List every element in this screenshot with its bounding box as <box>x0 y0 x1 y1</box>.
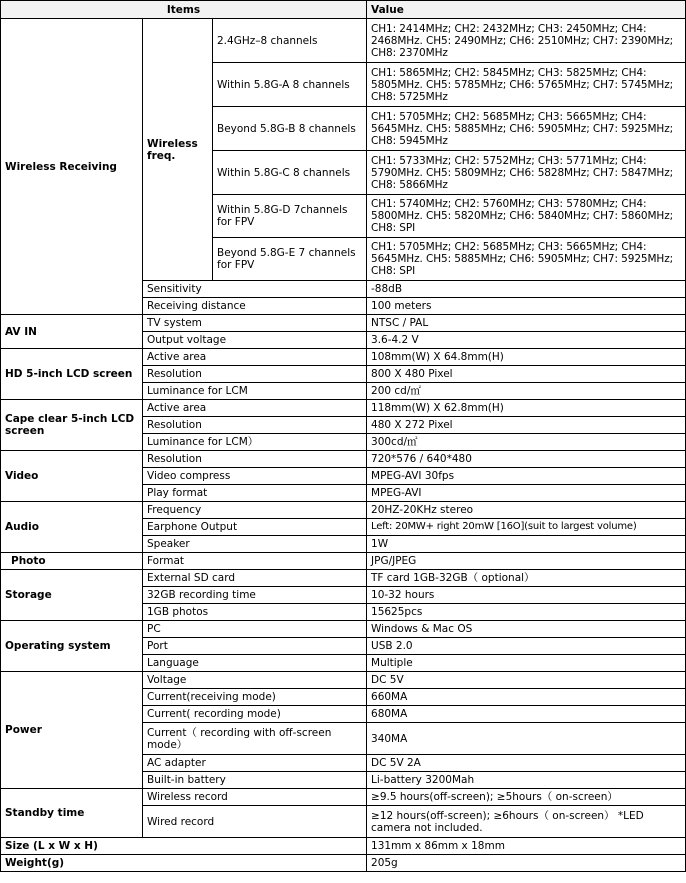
row-label: Play format <box>143 485 367 502</box>
row-value: ≥12 hours(off-screen); ≥6hours（ on-screen） *LED camera not included. <box>367 806 686 838</box>
table-row <box>1 789 686 806</box>
row-value: USB 2.0 <box>367 638 686 655</box>
band-name: 2.4GHz–8 channels <box>213 19 367 63</box>
wireless-freq-label: Wireless freq. <box>143 19 213 281</box>
category-audio: Audio <box>1 502 143 553</box>
band-value: CH1: 5705MHz; CH2: 5685MHz; CH3: 5665MHz; CH4: 5645MHz. CH5: 5885MHz; CH6: 5905MHz; CH7: 5925MHz; CH8: SPI <box>367 238 686 281</box>
category-hd-lcd: HD 5-inch LCD screen <box>1 349 143 400</box>
row-label: Voltage <box>143 672 367 689</box>
row-value: MPEG-AVI <box>367 485 686 502</box>
band-name: Within 5.8G-D 7channels for FPV <box>213 195 367 238</box>
category-storage: Storage <box>1 570 143 621</box>
row-label: Wired record <box>143 806 367 838</box>
row-value: JPG/JPEG <box>367 553 686 570</box>
row-value: MPEG-AVI 30fps <box>367 468 686 485</box>
sensitivity-label: Sensitivity <box>143 281 367 298</box>
row-label: Built-in battery <box>143 772 367 789</box>
row-label: Language <box>143 655 367 672</box>
row-value: 3.6-4.2 V <box>367 332 686 349</box>
row-label: Output voltage <box>143 332 367 349</box>
category-wireless-receiving: Wireless Receiving <box>1 19 143 315</box>
row-value: DC 5V <box>367 672 686 689</box>
row-value: Windows & Mac OS <box>367 621 686 638</box>
table-row <box>1 621 686 638</box>
table-row <box>1 553 686 570</box>
row-label: Current（ recording with off-screen mode） <box>143 723 367 755</box>
category-video: Video <box>1 451 143 502</box>
row-value: ≥9.5 hours(off-screen); ≥5hours（ on-screen） <box>367 789 686 806</box>
weight-label: Weight(g) <box>1 855 367 872</box>
band-value: CH1: 5705MHz; CH2: 5685MHz; CH3: 5665MHz; CH4: 5645MHz. CH5: 5885MHz; CH6: 5905MHz; CH7: 5925MHz; CH8: 5945MHz <box>367 107 686 151</box>
band-value: CH1: 5865MHz; CH2: 5845MHz; CH3: 5825MHz; CH4: 5805MHz. CH5: 5785MHz; CH6: 5765MHz; CH7: 5745MHz; CH8: 5725MHz <box>367 63 686 107</box>
row-label: 1GB photos <box>143 604 367 621</box>
header-row <box>1 1 686 19</box>
band-value: CH1: 5733MHz; CH2: 5752MHz; CH3: 5771MHz; CH4: 5790MHz. CH5: 5809MHz; CH6: 5828MHz; CH7: 5847MHz; CH8: 5866MHz <box>367 151 686 195</box>
row-label: Active area <box>143 349 367 366</box>
row-label: Resolution <box>143 417 367 434</box>
band-value: CH1: 2414MHz; CH2: 2432MHz; CH3: 2450MHz; CH4: 2468MHz. CH5: 2490MHz; CH6: 2510MHz; CH7: 2390MHz; CH8: 2370MHz <box>367 19 686 63</box>
band-value: CH1: 5740MHz; CH2: 5760MHz; CH3: 5780MHz; CH4: 5800MHz. CH5: 5820MHz; CH6: 5840MHz; CH7: 5860MHz; CH8: SPI <box>367 195 686 238</box>
row-value: TF card 1GB-32GB（ optional） <box>367 570 686 587</box>
row-value: Multiple <box>367 655 686 672</box>
row-label: AC adapter <box>143 755 367 772</box>
receiving-distance-value: 100 meters <box>367 298 686 315</box>
items-header: Items <box>1 1 367 19</box>
table-row <box>1 502 686 519</box>
category-av-in: AV IN <box>1 315 143 349</box>
row-value: 20HZ-20KHz stereo <box>367 502 686 519</box>
receiving-distance-label: Receiving distance <box>143 298 367 315</box>
table-row <box>1 315 686 332</box>
row-label: Resolution <box>143 366 367 383</box>
table-row <box>1 838 686 855</box>
row-label: Frequency <box>143 502 367 519</box>
row-label: Resolution <box>143 451 367 468</box>
category-operating-system: Operating system <box>1 621 143 672</box>
band-name: Beyond 5.8G-B 8 channels <box>213 107 367 151</box>
row-label: Luminance for LCM） <box>143 434 367 451</box>
row-value: NTSC / PAL <box>367 315 686 332</box>
category-photo: Photo <box>1 553 143 570</box>
row-value: 720*576 / 640*480 <box>367 451 686 468</box>
row-label: Current( recording mode) <box>143 706 367 723</box>
row-label: Format <box>143 553 367 570</box>
row-value: DC 5V 2A <box>367 755 686 772</box>
category-cape-lcd: Cape clear 5-inch LCD screen <box>1 400 143 451</box>
table-row <box>1 19 686 63</box>
row-value: 680MA <box>367 706 686 723</box>
row-label: Earphone Output <box>143 519 367 536</box>
row-label: 32GB recording time <box>143 587 367 604</box>
table-row <box>1 570 686 587</box>
row-value: 200 cd/㎡ <box>367 383 686 400</box>
row-value: 300cd/㎡ <box>367 434 686 451</box>
row-value: 10-32 hours <box>367 587 686 604</box>
row-value: 340MA <box>367 723 686 755</box>
row-label: Current(receiving mode) <box>143 689 367 706</box>
band-name: Beyond 5.8G-E 7 channels for FPV <box>213 238 367 281</box>
sensitivity-value: -88dB <box>367 281 686 298</box>
row-value: 480 X 272 Pixel <box>367 417 686 434</box>
row-value: 800 X 480 Pixel <box>367 366 686 383</box>
row-label: PC <box>143 621 367 638</box>
row-label: External SD card <box>143 570 367 587</box>
row-value: 118mm(W) X 62.8mm(H) <box>367 400 686 417</box>
row-value: Li-battery 3200Mah <box>367 772 686 789</box>
row-value: 1W <box>367 536 686 553</box>
row-label: Speaker <box>143 536 367 553</box>
table-row <box>1 451 686 468</box>
row-label: Port <box>143 638 367 655</box>
size-label: Size (L x W x H) <box>1 838 367 855</box>
row-label: Active area <box>143 400 367 417</box>
row-label: TV system <box>143 315 367 332</box>
value-header: Value <box>367 1 686 19</box>
band-name: Within 5.8G-A 8 channels <box>213 63 367 107</box>
row-label: Wireless record <box>143 789 367 806</box>
row-label: Video compress <box>143 468 367 485</box>
category-power: Power <box>1 672 143 789</box>
row-value: 108mm(W) X 64.8mm(H) <box>367 349 686 366</box>
table-row <box>1 349 686 366</box>
table-row <box>1 672 686 689</box>
table-row <box>1 400 686 417</box>
weight-value: 205g <box>367 855 686 872</box>
table-row <box>1 855 686 872</box>
band-name: Within 5.8G-C 8 channels <box>213 151 367 195</box>
size-value: 131mm x 86mm x 18mm <box>367 838 686 855</box>
row-value: 15625pcs <box>367 604 686 621</box>
category-standby-time: Standby time <box>1 789 143 838</box>
row-value: Left: 20MW+ right 20mW [16O](suit to largest volume) <box>367 519 686 536</box>
row-value: 660MA <box>367 689 686 706</box>
row-label: Luminance for LCM <box>143 383 367 400</box>
